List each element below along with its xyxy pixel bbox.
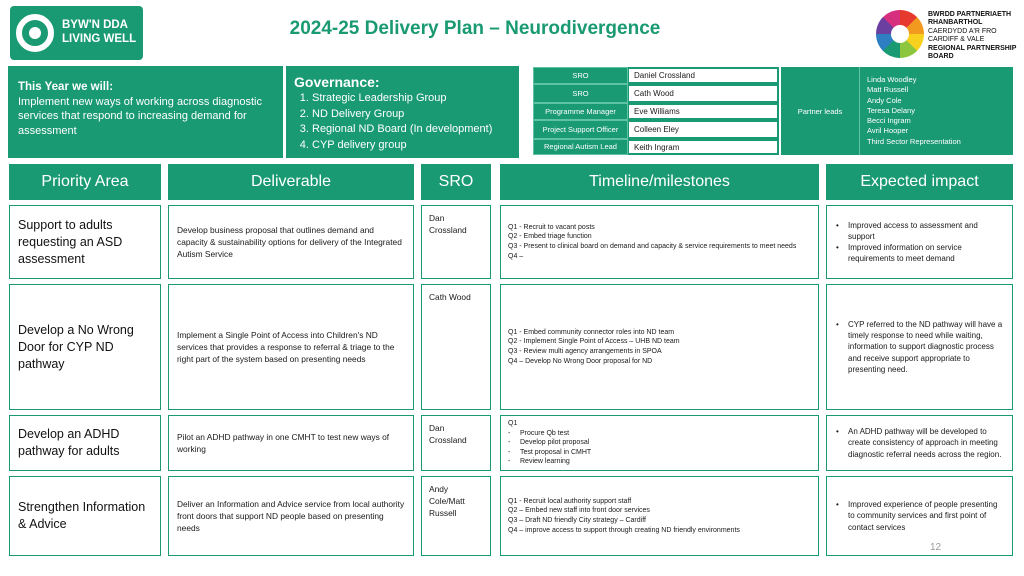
priority-area-cell: Support to adults requesting an ASD assessment xyxy=(9,205,161,279)
timeline-cell xyxy=(500,415,819,471)
milestone-item: - Develop pilot proposal xyxy=(508,438,591,448)
partner-leads-list xyxy=(859,67,1013,155)
impact-cell xyxy=(826,476,1013,556)
milestone-item: Q2 – Embed new staff into front door services xyxy=(508,507,650,515)
governance-item: 1. Strategic Leadership Group xyxy=(312,91,511,107)
priority-area-cell: Develop an ADHD pathway for adults xyxy=(9,415,161,471)
sro-cell: Dan Crossland xyxy=(421,415,491,471)
logo-line2: LIVING WELL xyxy=(62,33,137,45)
rpb-line3: CAERDYDD A'R FRO xyxy=(928,27,997,35)
partner-lead: Matt Russell xyxy=(867,85,909,95)
partner-lead: Linda Woodley xyxy=(867,75,917,84)
milestone-item: Q1 - Recruit to vacant posts xyxy=(508,223,595,231)
governance-panel xyxy=(286,66,519,158)
governance-item: 4. CYP delivery group xyxy=(312,138,511,154)
milestone-item: Q2 - Embed triage function xyxy=(508,233,592,241)
partner-leads-label: Partner leads xyxy=(797,106,843,116)
role-name: Colleen Eley xyxy=(628,121,778,138)
role-name: Cath Wood xyxy=(628,85,778,102)
timeline-cell xyxy=(500,476,819,556)
governance-item: 2. ND Delivery Group xyxy=(312,107,511,123)
role-label: SRO xyxy=(533,67,628,84)
timeline-cell xyxy=(500,284,819,410)
milestone-item: Q4 – improve access to support through creating ND friendly environments xyxy=(508,526,740,534)
impact-cell xyxy=(826,415,1013,471)
rpb-wheel-logo-icon xyxy=(876,10,924,58)
role-name: Eve Williams xyxy=(628,104,778,119)
role-name: Daniel Crossland xyxy=(628,68,778,83)
impact-item: • Improved access to assessment and support xyxy=(834,220,1005,242)
impact-item: • CYP referred to the ND pathway will have a timely response to need while waiting, information to support diagnostic process and receive support appropriate to presenting need. xyxy=(834,319,1005,375)
roles-row xyxy=(533,120,779,139)
governance-list xyxy=(294,91,511,153)
governance-item: 3. Regional ND Board (In development) xyxy=(312,122,511,138)
partner-lead: Avril Hooper xyxy=(867,126,909,136)
page-title: 2024-25 Delivery Plan – Neurodivergence xyxy=(289,18,661,39)
roles-row xyxy=(533,103,779,120)
role-label: Programme Manager xyxy=(533,103,628,120)
column-header-priority-area: Priority Area xyxy=(9,164,161,200)
column-header-expected-impact: Expected impact xyxy=(826,164,1013,200)
impact-item: • Improved experience of people presenting to community services and first point of contact services xyxy=(834,499,1005,533)
partner-lead: Andy Cole xyxy=(867,95,902,105)
timeline-cell xyxy=(500,205,819,279)
partner-lead: Becci Ingram xyxy=(867,116,911,126)
deliverable-cell: Develop business proposal that outlines demand and capacity & sustainability options for delivery of the Integrated Autism Service xyxy=(168,205,414,279)
priority-area-cell: Strengthen Information & Advice xyxy=(9,476,161,556)
this-year-heading: This Year we will: xyxy=(18,81,114,93)
impact-item: • An ADHD pathway will be developed to create consistency of approach in meeting diagnostic referral needs across the region. xyxy=(834,426,1005,460)
sro-cell: Andy Cole/Matt Russell xyxy=(421,476,491,556)
milestone-item: Q2 - Implement Single Point of Access – UHB ND team xyxy=(508,338,680,346)
milestone-item: Q4 – xyxy=(508,252,524,260)
milestone-item: Q1 - Embed community connector roles into ND team xyxy=(508,328,675,336)
role-label: Regional Autism Lead xyxy=(533,139,628,155)
ring-logo-icon xyxy=(16,14,54,52)
this-year-text: Implement new ways of working across diagnostic services that respond to increasing demand for assessment xyxy=(18,95,262,137)
column-header-sro: SRO xyxy=(421,164,491,200)
column-header-deliverable: Deliverable xyxy=(168,164,414,200)
milestone-heading: Q1 xyxy=(508,420,518,428)
role-label: SRO xyxy=(533,84,628,103)
role-label: Project Support Officer xyxy=(533,120,628,139)
roles-row xyxy=(533,67,779,84)
rpb-logo-text xyxy=(928,11,1020,61)
deliverable-cell: Deliver an Information and Advice service from local authority front doors that support ND people based on presenting needs xyxy=(168,476,414,556)
deliverable-cell: Pilot an ADHD pathway in one CMHT to test new ways of working xyxy=(168,415,414,471)
rpb-line6: BOARD xyxy=(928,53,954,61)
rpb-line1: BWRDD PARTNERIAETH xyxy=(928,11,1012,18)
partner-leads-panel xyxy=(781,67,1013,155)
impact-cell xyxy=(826,205,1013,279)
byw-n-dda-logo xyxy=(10,6,143,60)
partner-lead: Third Sector Representation xyxy=(867,136,961,146)
role-name: Keith Ingram xyxy=(628,140,778,154)
sro-cell: Cath Wood xyxy=(421,284,491,410)
deliverable-cell: Implement a Single Point of Access into Children's ND services that provides a response to referral & triage to the right part of the system based on presenting needs xyxy=(168,284,414,410)
page-number: 12 xyxy=(930,542,942,553)
rpb-line5: REGIONAL PARTNERSHIP xyxy=(928,44,1017,52)
logo-line1: BYW'N DDA xyxy=(62,19,128,31)
milestone-item: Q1 - Recruit local authority support staff xyxy=(508,497,632,505)
milestone-item: - Review learning xyxy=(508,457,591,467)
column-header-timeline: Timeline/milestones xyxy=(500,164,819,200)
milestone-item: Q3 - Present to clinical board on demand and capacity & service requirements to meet needs xyxy=(508,243,797,250)
partner-lead: Teresa Delany xyxy=(867,105,915,115)
impact-cell xyxy=(826,284,1013,410)
rpb-line2: RHANBARTHOL xyxy=(928,19,983,27)
impact-item: • Improved information on service requirements to meet demand xyxy=(834,242,1005,264)
governance-heading: Governance: xyxy=(294,74,380,90)
roles-table xyxy=(533,67,779,155)
this-year-panel xyxy=(8,66,283,158)
roles-row xyxy=(533,84,779,103)
roles-row xyxy=(533,139,779,155)
milestone-item: Q4 – Develop No Wrong Door proposal for ND xyxy=(508,357,653,365)
rpb-line4: CARDIFF & VALE xyxy=(928,36,985,44)
milestone-item: - Procure Qb test xyxy=(508,429,591,439)
milestone-item: Q3 - Review multi agency arrangements in SPOA xyxy=(508,348,662,355)
milestone-item: - Test proposal in CMHT xyxy=(508,448,591,458)
priority-area-cell: Develop a No Wrong Door for CYP ND pathway xyxy=(9,284,161,410)
milestone-item: Q3 – Draft ND friendly City strategy – Cardiff xyxy=(508,517,646,524)
sro-cell: Dan Crossland xyxy=(421,205,491,279)
